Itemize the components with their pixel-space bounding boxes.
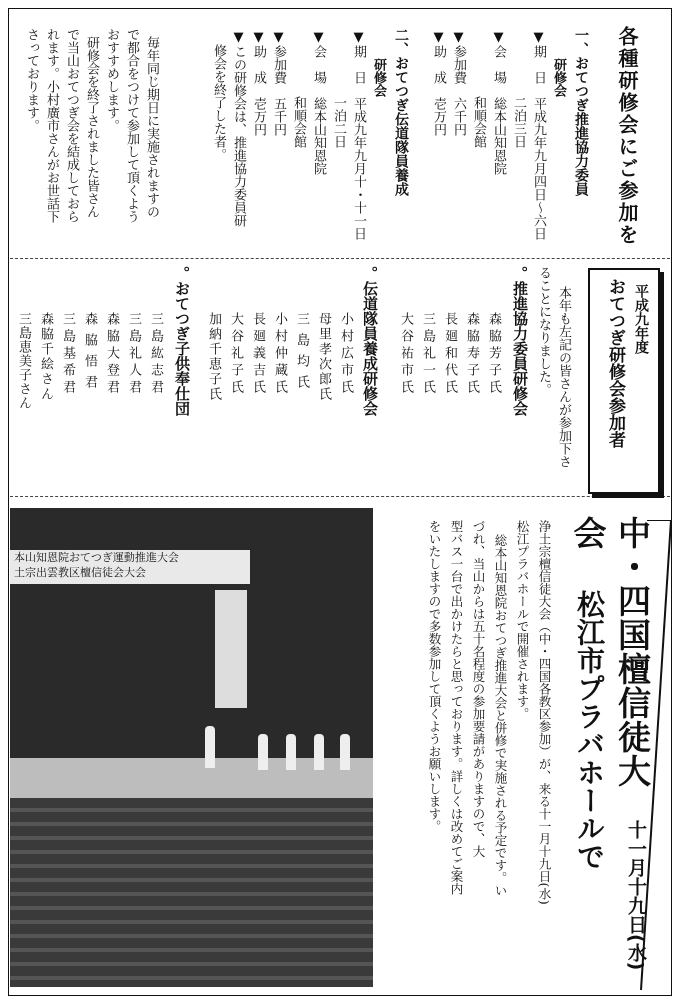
photo-attendee xyxy=(314,734,324,770)
g1-name-1: 森脇芳子氏 xyxy=(486,312,501,397)
sec2-note2: 修会を終了した者。 xyxy=(211,44,226,161)
g1-name-4: 三島礼一氏 xyxy=(420,312,435,397)
group3-heading: 。おてつぎ子供奉仕団 xyxy=(173,266,191,416)
intro-line2: ることになりました。 xyxy=(536,266,551,396)
g3-name-1: 三島紘志君 xyxy=(148,312,163,397)
para-line4: 研修会を終了されました皆さん xyxy=(84,36,99,218)
body-line3: 総本山知恩院おてつぎ推進大会と併修で実施される予定です。い xyxy=(493,534,508,897)
headline-venue: 松江市プラバホールで xyxy=(573,590,606,870)
photo-banner-line1: 本山知恩院おてつぎ運動推進大会 xyxy=(14,551,179,564)
intro-line1: 本年も左記の皆さんが参加下さ xyxy=(556,286,571,468)
sec2-sub: 研修会 xyxy=(371,58,386,97)
photo-banner-line2: 土宗出雲教区檀信徒会大会 xyxy=(14,566,146,579)
g1-name-5: 大谷祐市氏 xyxy=(398,312,413,397)
g2-name-5: 長廻義吉氏 xyxy=(250,312,265,397)
g2-name-2: 母里孝次郎氏 xyxy=(316,312,331,402)
sec1-nights: 二泊三日 xyxy=(511,96,526,148)
sec1-date: ▼期 日 平成九年九月四日〜六日 xyxy=(531,30,546,240)
g2-name-3: 三島均氏 xyxy=(294,312,309,396)
sec1-venue: ▼会 場 総本山知恩院 xyxy=(491,30,506,175)
headline-date: 十一月十九日(水) xyxy=(625,820,647,971)
sec2-fee: ▼参加費 五千円 xyxy=(271,30,286,136)
photo-attendee xyxy=(286,734,296,770)
sec1-venue2: 和順会館 xyxy=(471,96,486,148)
g2-name-7: 加納千恵子氏 xyxy=(206,312,221,402)
sec1-grant: ▼助 成 壱万円 xyxy=(431,30,446,136)
divider-bottom xyxy=(10,496,670,497)
group1-heading: 。推進協力委員研修会 xyxy=(511,266,529,416)
body-line5: 型バス一台で出かけたらと思っております。詳しくは改めてご案内 xyxy=(449,520,464,895)
para-line7: さっております。 xyxy=(24,28,39,132)
body-line4: づれ、当山からは五十名程度の参加要請がありますので、大 xyxy=(471,520,486,858)
sec2-nights: 一泊二日 xyxy=(331,96,346,148)
para-line3: おすすめします。 xyxy=(104,28,119,132)
photo-attendee xyxy=(340,734,350,770)
sec1-fee: ▼参加費 六千円 xyxy=(451,30,466,136)
g3-name-3: 森脇大登君 xyxy=(104,312,119,397)
sec2-note1: ▼この研修会は、推進協力委員研 xyxy=(231,30,246,227)
para-line5: で当山おてつぎ会を結成しておら xyxy=(64,28,79,223)
g1-name-3: 長廻和代氏 xyxy=(442,312,457,397)
g3-name-6: 森脇千絵さん xyxy=(38,312,53,402)
body-line6: をいたしますので多数参加して頂くようお願いします。 xyxy=(427,520,442,833)
sec1-heading: 一、おてつぎ推進協力委員 xyxy=(573,28,589,196)
group2-heading: 。伝道隊員養成研修会 xyxy=(361,266,379,416)
g2-name-4: 小村仲蔵氏 xyxy=(272,312,287,397)
g3-name-5: 三島基希君 xyxy=(60,312,75,397)
event-photo xyxy=(10,508,373,987)
sec2-date: ▼期 日 平成九年九月十・十一日 xyxy=(351,30,366,240)
para-line6: れます。小村廣市さんがお世話下 xyxy=(44,28,59,223)
g2-name-1: 小村広市氏 xyxy=(338,312,353,397)
headline-main: 中・四国檀信徒大会 xyxy=(568,516,652,788)
photo-sign xyxy=(215,590,247,708)
sec1-sub: 研修会 xyxy=(551,58,566,97)
participants-year: 平成九年度 xyxy=(633,284,649,354)
sec2-grant: ▼助 成 壱万円 xyxy=(251,30,266,136)
sec2-venue2: 和順会館 xyxy=(291,96,306,148)
g3-name-4: 森脇悟君 xyxy=(82,312,97,396)
sec2-venue: ▼会 場 総本山知恩院 xyxy=(311,30,326,175)
g3-name-2: 三島礼人君 xyxy=(126,312,141,397)
sec2-heading: 二、おてつぎ伝道隊員養成 xyxy=(393,28,409,196)
participants-title: おてつぎ研修会参加者 xyxy=(605,278,625,448)
photo-audience xyxy=(10,798,373,987)
photo-attendee xyxy=(258,734,268,770)
section-title: 各種研修会にご参加を xyxy=(615,26,639,246)
photo-banner xyxy=(10,550,250,584)
g1-name-2: 森脇寿子氏 xyxy=(464,312,479,397)
para-line2: で都合をつけて参加して頂くよう xyxy=(124,28,139,223)
para-line1: 毎年同じ期日に実施されますの xyxy=(144,36,159,218)
body-line2: 松江プラバホールで開催されます。 xyxy=(515,520,530,720)
divider-top xyxy=(10,258,670,259)
g3-name-7: 三島恵美子さん xyxy=(16,312,31,410)
photo-speaker xyxy=(205,726,215,768)
g2-name-6: 大谷礼子氏 xyxy=(228,312,243,397)
participants-box xyxy=(588,268,660,494)
body-line1: 浄土宗檀信徒大会（中・四国各教区参加）が、来る十一月十九日(水) xyxy=(537,520,552,905)
